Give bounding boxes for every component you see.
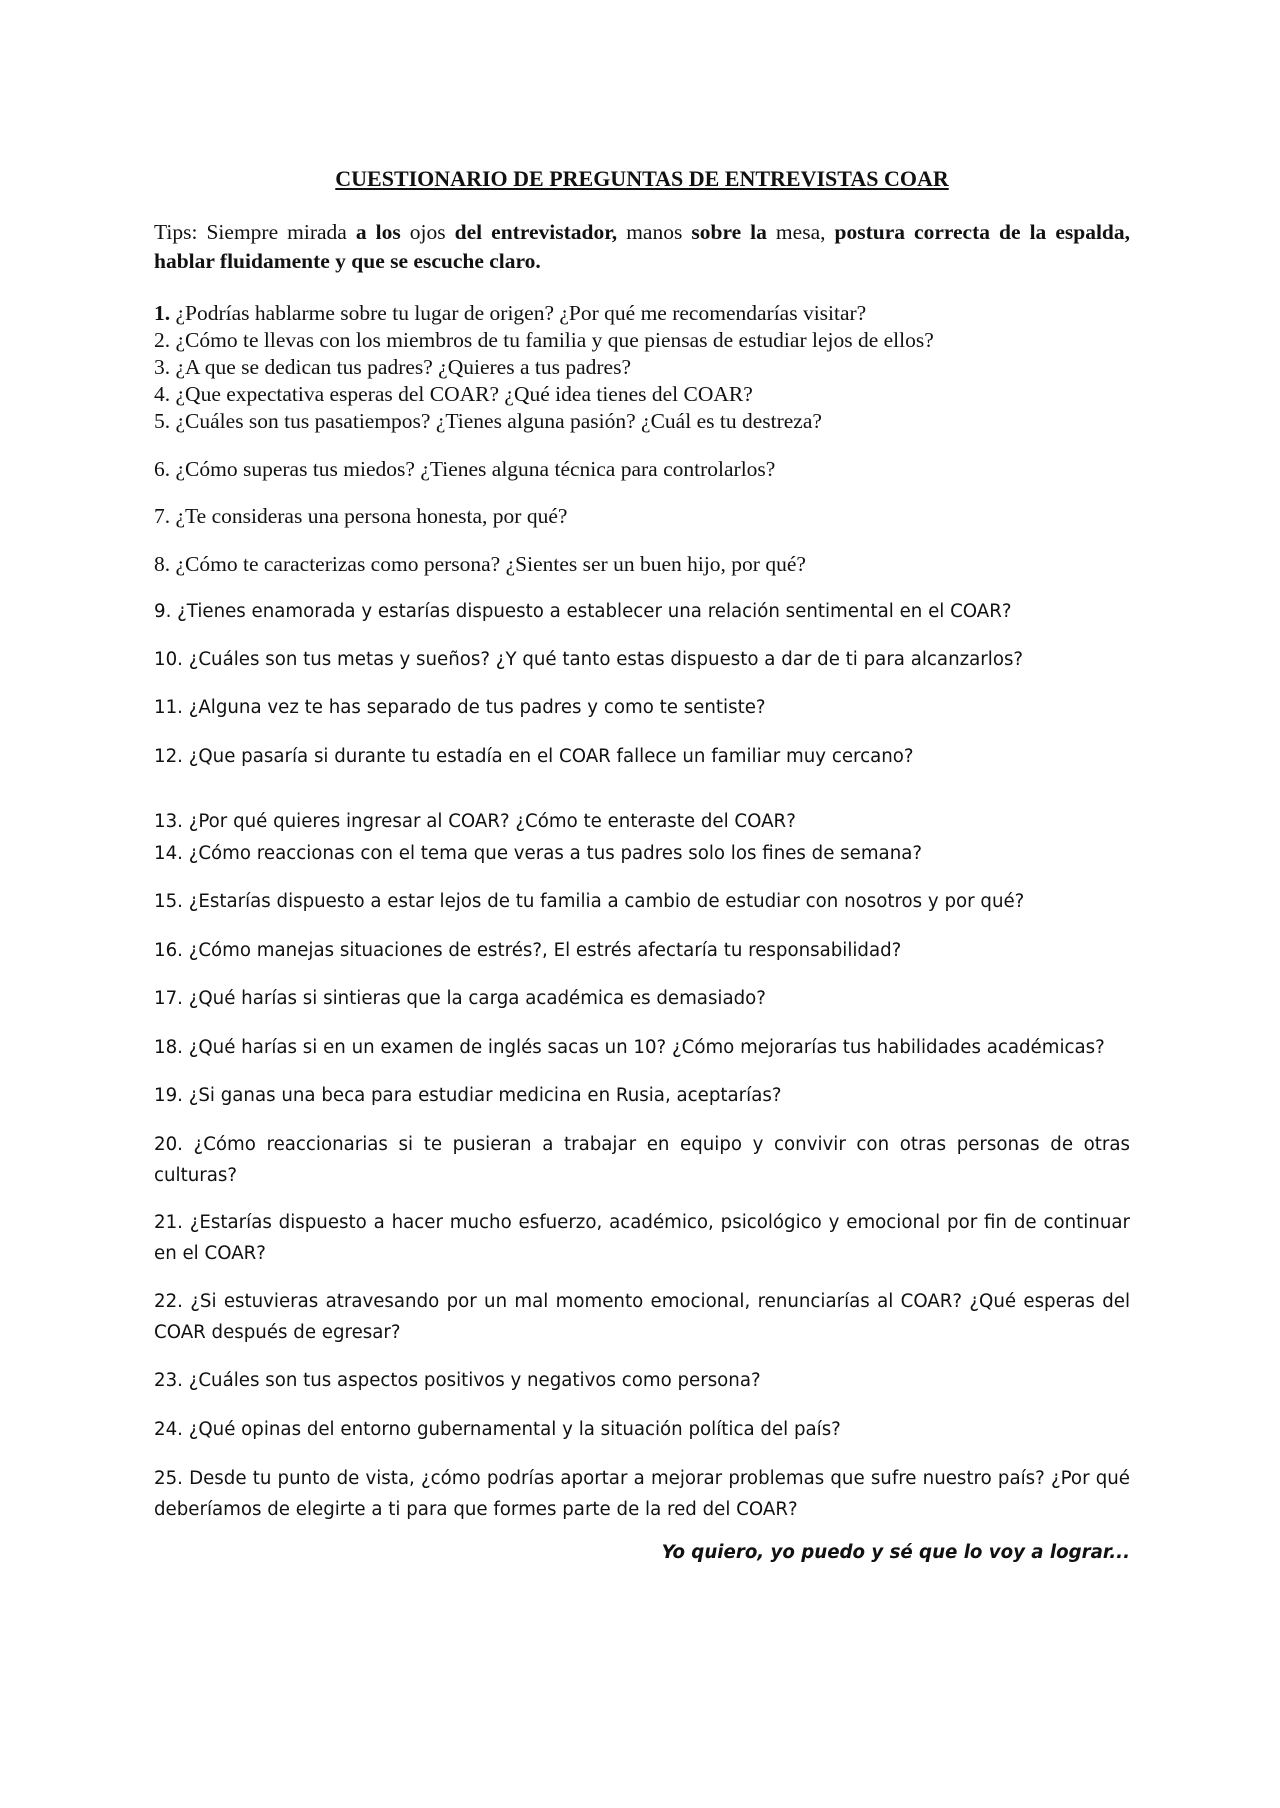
question-text: ¿Cómo superas tus miedos? ¿Tienes alguna técnica para controlarlos? xyxy=(170,457,776,481)
question-10: 10. ¿Cuáles son tus metas y sueños? ¿Y qué tanto estas dispuesto a dar de ti para alcanzarlos? xyxy=(154,649,1024,670)
question-1 xyxy=(154,300,1130,327)
document-page xyxy=(154,0,1130,1808)
question-14: 14. ¿Cómo reaccionas con el tema que veras a tus padres solo los fines de semana? xyxy=(154,843,923,864)
question-number: 1. xyxy=(154,301,171,325)
question-number: 4. xyxy=(154,382,171,406)
closing-motto: Yo quiero, yo puedo y sé que lo voy a lograr... xyxy=(661,1542,1130,1563)
question-text: ¿Cómo te llevas con los miembros de tu familia y que piensas de estudiar lejos de ellos? xyxy=(170,328,934,352)
question-4 xyxy=(154,381,1130,408)
tips-part: Tips: Siempre mirada xyxy=(154,220,356,244)
question-18: 18. ¿Qué harías si en un examen de inglés sacas un 10? ¿Cómo mejorarías tus habilidades académicas? xyxy=(154,1037,1105,1058)
question-text: ¿A que se dedican tus padres? ¿Quieres a tus padres? xyxy=(170,355,631,379)
question-12: 12. ¿Que pasaría si durante tu estadía en el COAR fallece un familiar muy cercano? xyxy=(154,746,914,767)
question-text: ¿Cómo te caracterizas como persona? ¿Sientes ser un buen hijo, por qué? xyxy=(170,552,806,576)
question-number: 2. xyxy=(154,328,171,352)
question-3 xyxy=(154,354,1130,381)
question-text: ¿Te consideras una persona honesta, por qué? xyxy=(170,504,568,528)
question-number: 3. xyxy=(154,355,171,379)
question-23: 23. ¿Cuáles son tus aspectos positivos y negativos como persona? xyxy=(154,1370,761,1391)
question-number: 8. xyxy=(154,552,171,576)
question-17: 17. ¿Qué harías si sintieras que la carga académica es demasiado? xyxy=(154,988,766,1009)
question-19: 19. ¿Si ganas una beca para estudiar medicina en Rusia, aceptarías? xyxy=(154,1085,782,1106)
question-text: ¿Podrías hablarme sobre tu lugar de origen? ¿Por qué me recomendarías visitar? xyxy=(170,301,867,325)
question-2 xyxy=(154,327,1130,354)
question-15: 15. ¿Estarías dispuesto a estar lejos de tu familia a cambio de estudiar con nosotros y por qué? xyxy=(154,891,1025,912)
question-text: ¿Cuáles son tus pasatiempos? ¿Tienes alguna pasión? ¿Cuál es tu destreza? xyxy=(170,409,822,433)
tips-part-bold: postura correcta de la espalda, hablar fluidamente y que se escuche claro. xyxy=(154,220,1130,273)
question-number: 7. xyxy=(154,504,171,528)
question-number: 6. xyxy=(154,457,171,481)
question-5 xyxy=(154,408,1130,435)
question-16: 16. ¿Cómo manejas situaciones de estrés?, El estrés afectaría tu responsabilidad? xyxy=(154,940,902,961)
tips-part: manos xyxy=(617,220,692,244)
question-7 xyxy=(154,503,1130,530)
question-text: ¿Que expectativa esperas del COAR? ¿Qué idea tienes del COAR? xyxy=(170,382,753,406)
question-22: 22. ¿Si estuvieras atravesando por un mal momento emocional, renunciarías al COAR? ¿Qué esperas del COAR después de egresar? xyxy=(154,1291,1130,1343)
document-title: CUESTIONARIO DE PREGUNTAS DE ENTREVISTAS COAR xyxy=(335,166,949,191)
question-20: 20. ¿Cómo reaccionarias si te pusieran a trabajar en equipo y convivir con otras personas de otras culturas? xyxy=(154,1134,1130,1186)
question-24: 24. ¿Qué opinas del entorno gubernamental y la situación política del país? xyxy=(154,1419,841,1440)
question-number: 5. xyxy=(154,409,171,433)
tips-part-bold: sobre la xyxy=(691,220,767,244)
question-13: 13. ¿Por qué quieres ingresar al COAR? ¿Cómo te enteraste del COAR? xyxy=(154,811,796,832)
question-6 xyxy=(154,456,1130,483)
question-9: 9. ¿Tienes enamorada y estarías dispuesto a establecer una relación sentimental en el COAR? xyxy=(154,601,1012,622)
question-25: 25. Desde tu punto de vista, ¿cómo podrías aportar a mejorar problemas que sufre nuestro país? ¿Por qué deberíamos de elegirte a ti para que formes parte de la red del COAR? xyxy=(154,1468,1130,1520)
question-8 xyxy=(154,551,1130,578)
tips-part-bold: del entrevistador, xyxy=(454,220,618,244)
tips-part-bold: a los xyxy=(355,220,401,244)
question-11: 11. ¿Alguna vez te has separado de tus padres y como te sentiste? xyxy=(154,697,766,718)
question-21: 21. ¿Estarías dispuesto a hacer mucho esfuerzo, académico, psicológico y emocional por fin de continuar en el COAR? xyxy=(154,1212,1130,1264)
tips-part: mesa, xyxy=(766,220,835,244)
tips-part: ojos xyxy=(400,220,455,244)
tips-paragraph xyxy=(154,218,1130,276)
